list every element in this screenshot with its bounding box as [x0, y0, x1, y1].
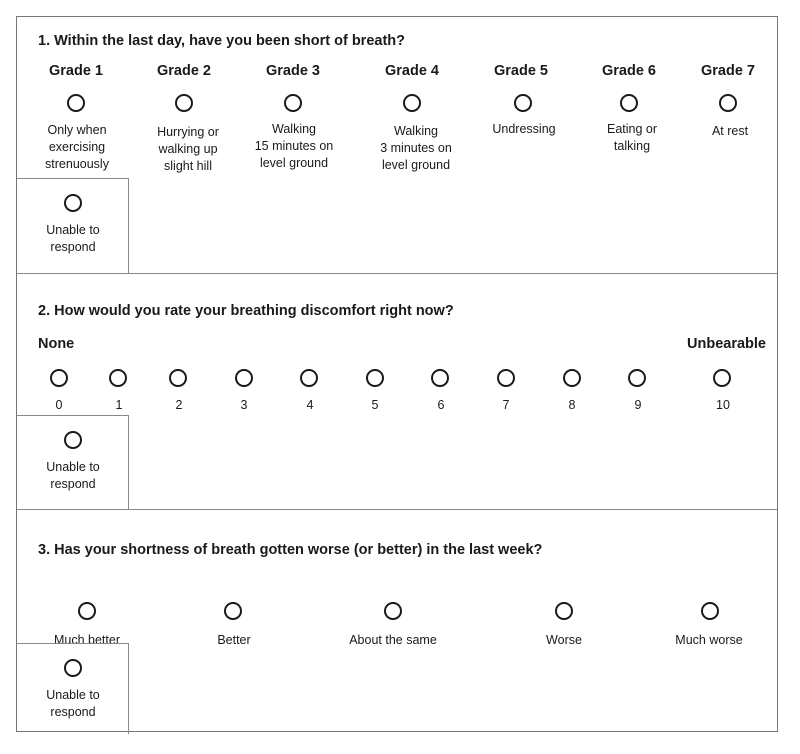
much-worse-label: Much worse — [675, 633, 743, 647]
grade-1-label: Grade 1 — [49, 63, 103, 79]
scale-9-number: 9 — [634, 398, 642, 412]
question-2-text: 2. How would you rate your breathing discomfort right now? — [38, 303, 454, 319]
scale-low-anchor: None — [38, 336, 75, 352]
scale-3-radio[interactable] — [235, 369, 253, 387]
about-the-same-label: About the same — [349, 633, 437, 647]
scale-2-number: 2 — [175, 398, 183, 412]
grade-3-description: Walking 15 minutes on level ground — [254, 122, 334, 170]
grade-6-label: Grade 6 — [602, 63, 656, 79]
q2-unable-label: Unable to respond — [46, 460, 100, 491]
scale-high-anchor: Unbearable — [687, 336, 766, 352]
question-3-section — [17, 509, 777, 734]
grade-5-description: Undressing — [492, 122, 556, 136]
scale-4-number: 4 — [306, 398, 314, 412]
scale-6-radio[interactable] — [431, 369, 449, 387]
scale-9-radio[interactable] — [628, 369, 646, 387]
q2-unable-box — [17, 415, 129, 510]
grade-2-label: Grade 2 — [157, 63, 211, 79]
much-worse-radio[interactable] — [701, 602, 719, 620]
grade-6-radio[interactable] — [620, 94, 638, 112]
grade-4-label: Grade 4 — [385, 63, 439, 79]
grade-5-radio[interactable] — [514, 94, 532, 112]
q2-unable-radio[interactable] — [64, 431, 82, 449]
question-3-text: 3. Has your shortness of breath gotten worse (or better) in the last week? — [38, 542, 543, 558]
q3-unable-label: Unable to respond — [46, 688, 100, 719]
grade-3-radio[interactable] — [284, 94, 302, 112]
grade-4-description: Walking 3 minutes on level ground — [380, 124, 452, 172]
q1-unable-label: Unable to respond — [46, 223, 100, 254]
scale-10-number: 10 — [716, 398, 730, 412]
scale-5-number: 5 — [371, 398, 379, 412]
scale-8-number: 8 — [568, 398, 576, 412]
scale-0-radio[interactable] — [50, 369, 68, 387]
questionnaire-form — [16, 16, 778, 732]
scale-10-radio[interactable] — [713, 369, 731, 387]
better-label: Better — [217, 633, 251, 647]
grade-5-label: Grade 5 — [494, 63, 548, 79]
scale-7-radio[interactable] — [497, 369, 515, 387]
scale-7-number: 7 — [502, 398, 510, 412]
q3-unable-radio[interactable] — [64, 659, 82, 677]
grade-6-description: Eating or talking — [606, 122, 658, 153]
grade-3-label: Grade 3 — [266, 63, 320, 79]
scale-8-radio[interactable] — [563, 369, 581, 387]
scale-1-radio[interactable] — [109, 369, 127, 387]
q1-unable-radio[interactable] — [64, 194, 82, 212]
grade-1-description: Only when exercising strenuously — [45, 123, 109, 171]
scale-4-radio[interactable] — [300, 369, 318, 387]
q1-unable-box — [17, 178, 129, 273]
grade-2-radio[interactable] — [175, 94, 193, 112]
grade-2-description: Hurrying or walking up slight hill — [157, 125, 219, 173]
grade-7-label: Grade 7 — [701, 63, 755, 79]
q3-unable-box — [17, 643, 129, 734]
much-better-radio[interactable] — [78, 602, 96, 620]
scale-5-radio[interactable] — [366, 369, 384, 387]
question-1-text: 1. Within the last day, have you been short of breath? — [38, 33, 405, 49]
worse-label: Worse — [546, 633, 582, 647]
grade-7-description: At rest — [711, 124, 749, 138]
scale-6-number: 6 — [437, 398, 445, 412]
question-2-section — [17, 273, 777, 510]
grade-4-radio[interactable] — [403, 94, 421, 112]
worse-radio[interactable] — [555, 602, 573, 620]
about-the-same-radio[interactable] — [384, 602, 402, 620]
much-better-label: Much better — [53, 633, 120, 647]
grade-1-radio[interactable] — [67, 94, 85, 112]
question-1-section — [17, 17, 777, 273]
scale-1-number: 1 — [115, 398, 123, 412]
better-radio[interactable] — [224, 602, 242, 620]
scale-2-radio[interactable] — [169, 369, 187, 387]
grade-7-radio[interactable] — [719, 94, 737, 112]
scale-0-number: 0 — [55, 398, 63, 412]
scale-3-number: 3 — [240, 398, 248, 412]
